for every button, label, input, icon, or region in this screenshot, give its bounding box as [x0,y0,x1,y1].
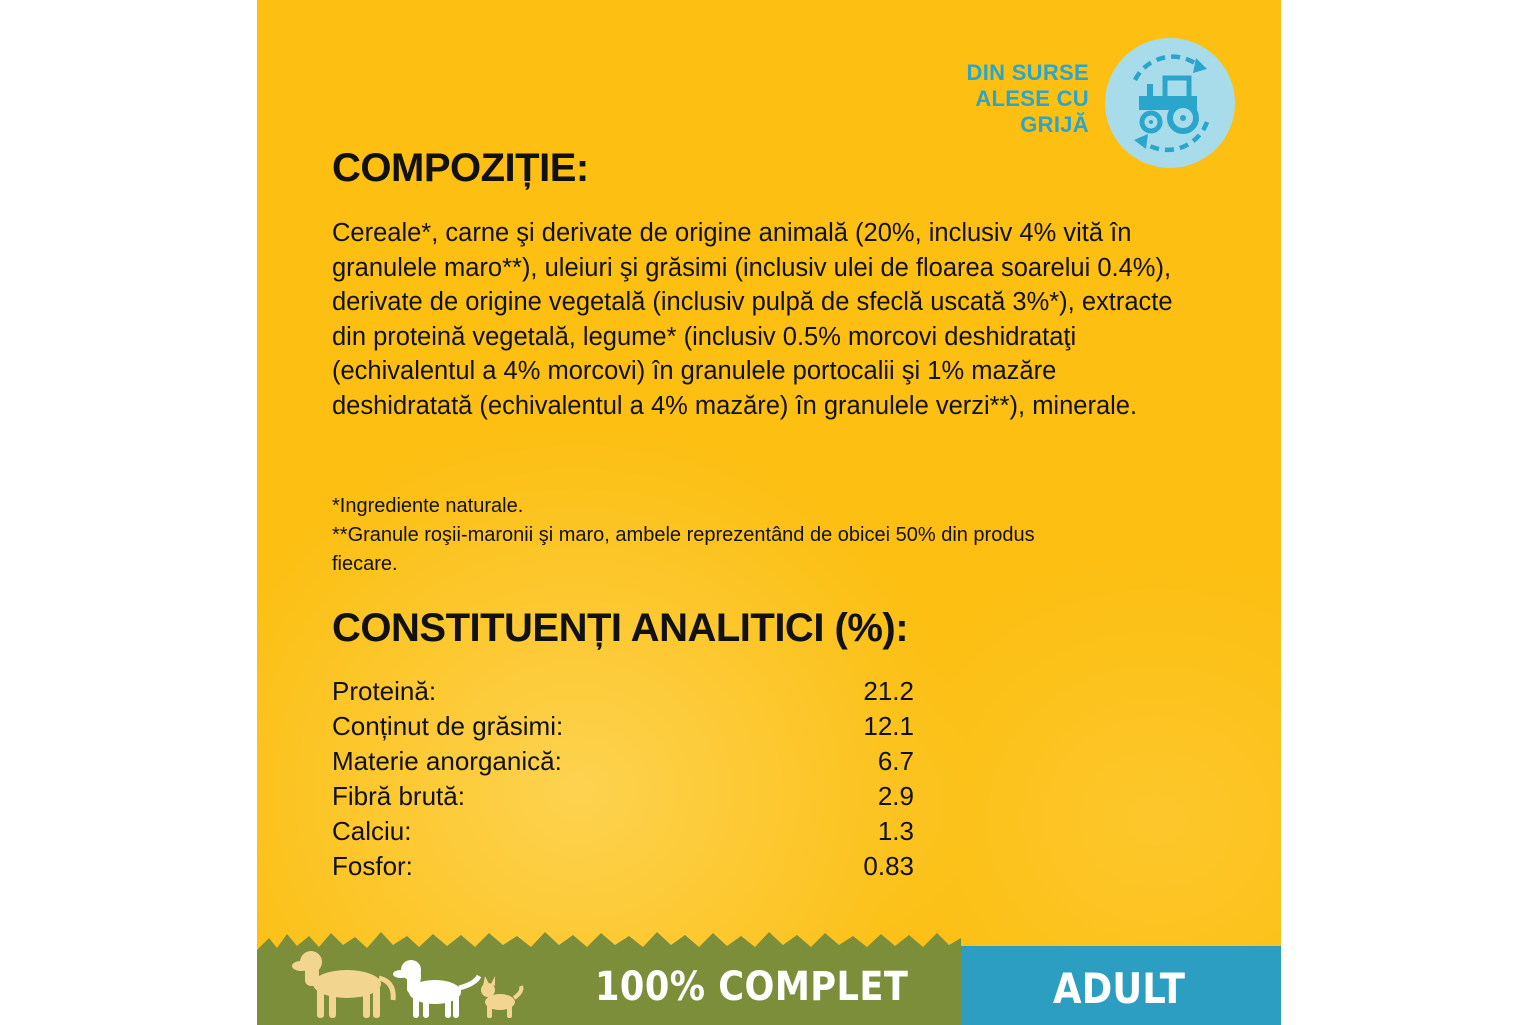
badge-line: GRIJĂ [1020,112,1089,137]
row-value: 1.3 [877,816,914,846]
row-label: Calciu: [332,816,412,846]
row-value: 2.9 [877,781,914,811]
badge-text [889,60,1089,138]
row-label: Materie anorganică: [332,746,562,776]
footnotes [332,492,1092,579]
analytics-row [332,709,914,744]
row-value: 6.7 [877,746,914,776]
footnote-natural: *Ingrediente naturale. [332,495,524,517]
tractor-recycle-icon [1103,36,1237,170]
analytics-row [332,849,914,884]
row-value: 12.1 [863,711,914,741]
analytics-row [332,674,914,709]
complete-label: 100% COMPLET [595,964,909,1010]
analytics-row [332,744,914,779]
composition-text: Cereale*, carne şi derivate de origine animală (20%, inclusiv 4% vită în granulele maro**), uleiuri şi grăsimi (inclusiv ulei de floarea soarelui 0.4%), derivate de origine vegetală (inclusiv pulpă de sfeclă uscată 3%*), extracte din proteină vegetală, legume* (inclusiv 0.5% morcovi deshidrataţi (echivalentul a 4% morcovi) în granulele portocalii şi 1% mazăre deshidratată (echivalentul a 4% mazăre) în granulele verzi**), minerale. [332,219,1173,420]
row-value: 0.83 [863,851,914,881]
badge-line: DIN SURSE [966,60,1089,85]
sourcing-badge [917,36,1237,166]
dog-sizes-icon [285,936,525,1024]
row-label: Proteină: [332,676,437,706]
analytics-table [332,674,914,884]
analytics-row [332,779,914,814]
row-label: Conținut de grăsimi: [332,711,564,741]
analytics-title: CONSTITUENȚI ANALITICI (%): [332,606,909,650]
analytics-row [332,814,914,849]
composition-title: COMPOZIȚIE: [332,146,589,190]
bottom-banner [257,930,1281,1025]
row-label: Fibră brută: [332,781,465,811]
footnote-granules: **Granule roşii-maronii şi maro, ambele reprezentând de obicei 50% din produs fiecare. [332,524,1035,575]
product-info-panel [257,0,1281,1025]
badge-line: ALESE CU [975,86,1089,111]
row-value: 21.2 [863,676,914,706]
adult-label: ADULT [1053,964,1185,1013]
row-label: Fosfor: [332,851,413,881]
